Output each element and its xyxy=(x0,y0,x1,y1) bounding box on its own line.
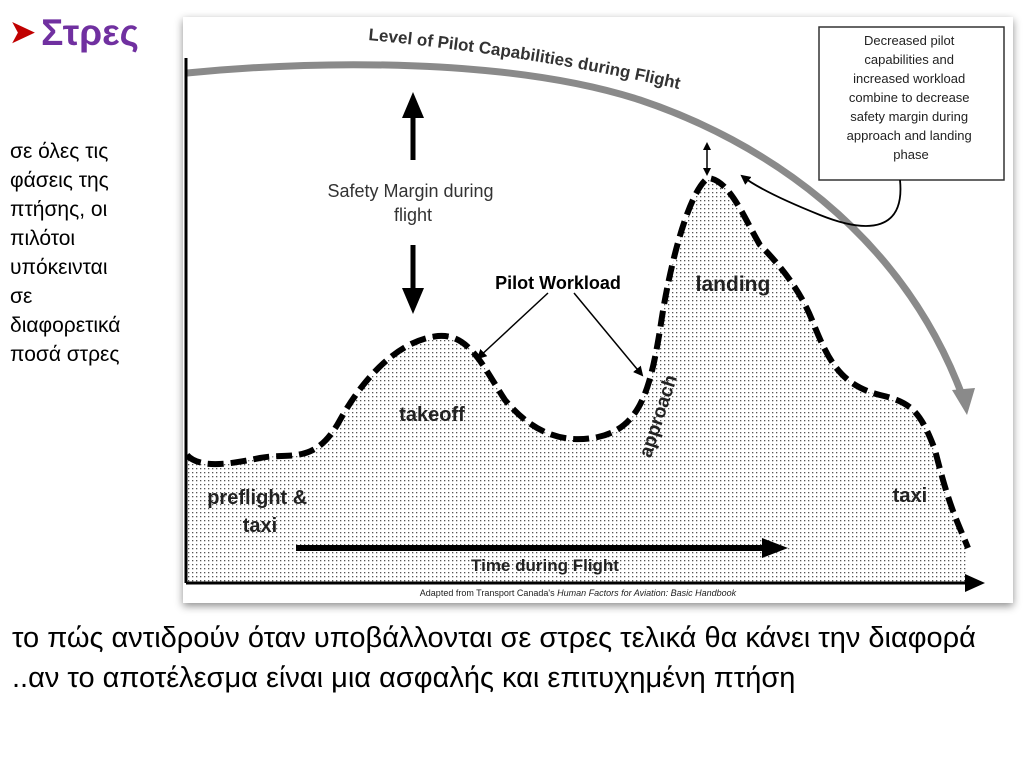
side-text-line: σε xyxy=(10,285,33,308)
side-text-line: υπόκεινται xyxy=(10,256,108,279)
phase-taxi-label: taxi xyxy=(892,485,928,507)
source-footnote: Adapted from Transport Canada's Human Factors for Aviation: Basic Handbook xyxy=(419,588,737,598)
side-text-line: πιλότοι xyxy=(10,227,76,250)
svg-text:Level of Pilot Capabilities du xyxy=(368,25,683,93)
workload-diagram xyxy=(183,17,1013,603)
side-text-line: πτήσης, οι xyxy=(10,198,108,221)
side-text-line: διαφορετικά xyxy=(10,314,121,337)
phase-takeoff-label: takeoff xyxy=(399,404,465,426)
side-text-line: σε όλες τις xyxy=(10,140,109,163)
phase-approach-label: approach xyxy=(635,372,682,461)
phase-preflight-label: preflight & taxi xyxy=(207,487,308,537)
capabilities-label: Level of Pilot Capabilities during Flight xyxy=(367,25,683,94)
side-text xyxy=(10,137,175,369)
safety-margin-up-arrow-icon xyxy=(402,92,424,118)
slide-title-text: Στρες xyxy=(41,12,139,53)
bullet-arrow-icon: ➤ xyxy=(10,16,36,49)
callout-text: Decreased pilot capabilities and increased workload combine to decrease safety margin during approach and landing phase xyxy=(846,33,972,162)
slide-title xyxy=(10,12,139,54)
safety-margin-label: Safety Margin during flight xyxy=(327,181,494,225)
workload-area xyxy=(187,178,968,583)
bottom-text: το πώς αντιδρούν όταν υποβάλλονται σε στρες τελικά θα κάνει την διαφορά ..αν το αποτέλεσμα είναι μια ασφαλής και επιτυχημένη πτήση xyxy=(12,622,976,694)
side-text-line: ποσά στρες xyxy=(10,343,120,366)
pilot-workload-label: Pilot Workload xyxy=(495,273,621,293)
capabilities-arrowhead-icon xyxy=(952,388,975,415)
side-text-line: φάσεις της xyxy=(10,169,109,192)
x-axis-arrowhead-icon xyxy=(965,574,985,592)
time-axis-label: Time during Flight xyxy=(471,556,619,575)
safety-margin-down-arrow-icon xyxy=(402,288,424,314)
phase-landing-label: landing xyxy=(695,273,771,296)
